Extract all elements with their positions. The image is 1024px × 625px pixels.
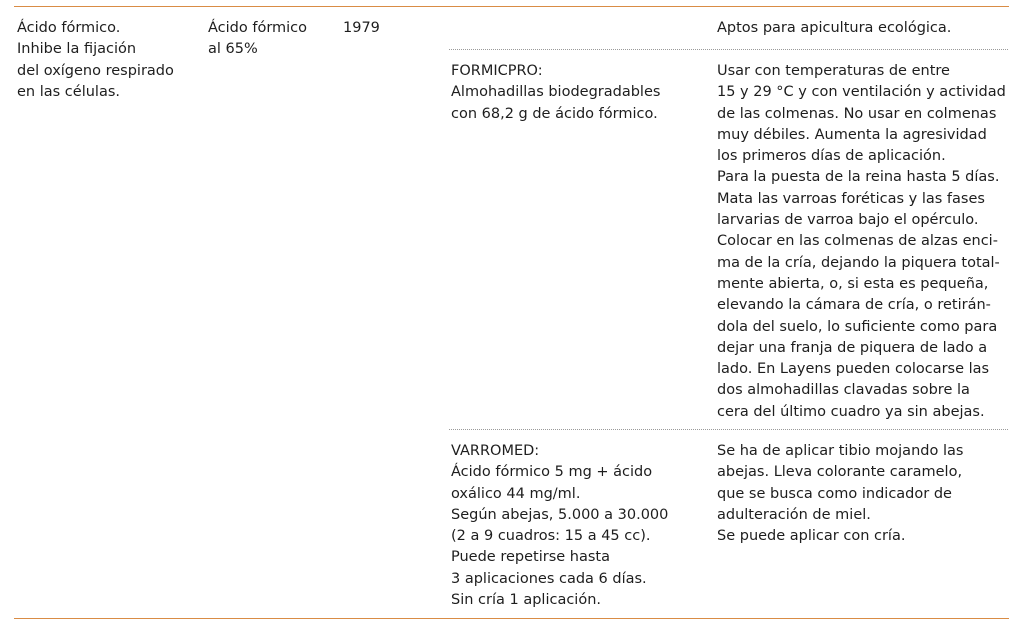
table-bottom-rule bbox=[14, 618, 1009, 619]
table-top-rule bbox=[14, 6, 1009, 7]
row-divider-2 bbox=[449, 429, 1008, 430]
varromed-description-cell: VARROMED: Ácido fórmico 5 mg + ácido oxálico 44 mg/ml. Según abejas, 5.000 a 30.000 (2 a 9 cuadros: 15 a 45 cc). Puede repetirse hasta 3 aplicaciones cada 6 días. Sin cría 1 aplicación. bbox=[451, 443, 669, 609]
row-divider-1 bbox=[449, 49, 1008, 50]
varromed-observations-cell: Se ha de aplicar tibio mojando las abejas. Lleva colorante caramelo, que se busca como indicador de adulteración de miel. Se puede aplicar con cría. bbox=[717, 443, 964, 545]
ecological-note-cell: Aptos para apicultura ecológica. bbox=[717, 20, 952, 36]
active-compound-cell: Ácido fórmico. Inhibe la fijación del oxígeno respirado en las células. bbox=[17, 20, 174, 100]
product-concentration-cell: Ácido fórmico al 65% bbox=[208, 20, 308, 58]
year-cell: 1979 bbox=[343, 20, 380, 36]
formicpro-description-cell: FORMICPRO: Almohadillas biodegradables con 68,2 g de ácido fórmico. bbox=[451, 63, 661, 122]
formicpro-observations-cell: Usar con temperaturas de entre 15 y 29 °C y con ventilación y actividad de las colmenas. No usar en colmenas muy débiles. Aumenta la agresividad los primeros días de aplicación. Para la puesta de la reina hasta 5 días. Mata las varroas foréticas y las fases larvarias de varroa bajo el opérculo. Colocar en las colmenas de alzas enci- ma de la cría, dejando la piquera total- mente abierta, o, si esta es pequeña, elevando la cámara de cría, o retirán- dola del suelo, lo suficiente como para dejar una franja de piquera de lado a lado. En Layens pueden colocarse las dos almohadillas clavadas sobre la cera del último cuadro ya sin abejas. bbox=[717, 63, 1006, 420]
